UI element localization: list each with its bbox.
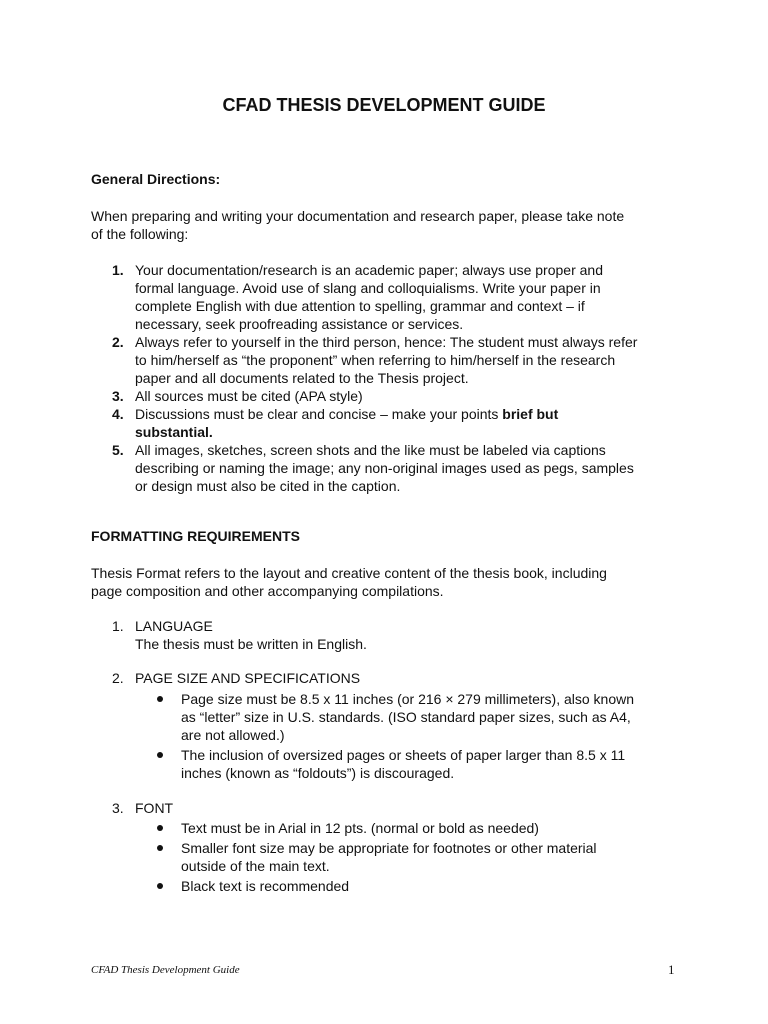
bullet-icon — [157, 752, 163, 758]
list-item — [91, 261, 691, 333]
list-item — [91, 387, 691, 405]
document-title: CFAD THESIS DEVELOPMENT GUIDE — [222, 95, 546, 115]
list-item — [91, 405, 691, 441]
section-title: LANGUAGE — [135, 618, 213, 634]
section-number: 3. — [112, 800, 124, 816]
section-language — [91, 617, 691, 653]
list-item-line: complete English with due attention to spelling, grammar and context – if — [135, 298, 585, 314]
list-item-bold-text: substantial. — [135, 424, 213, 440]
bullet-line: as “letter” size in U.S. standards. (ISO standard paper sizes, such as A4, — [181, 709, 631, 725]
bullet-item — [135, 839, 651, 875]
list-item — [91, 333, 691, 387]
bullet-item — [135, 746, 651, 782]
general-intro-line: When preparing and writing your documentation and research paper, please take note — [91, 208, 625, 224]
list-item-line — [135, 423, 680, 441]
bullet-line: outside of the main text. — [181, 858, 330, 874]
general-directions-heading: General Directions: — [91, 171, 221, 187]
bullet-item — [135, 690, 651, 744]
list-item-line: Your documentation/research is an academic paper; always use proper and — [135, 262, 603, 278]
general-intro-paragraph — [91, 207, 691, 243]
list-item-line: All sources must be cited (APA style) — [135, 388, 363, 404]
list-item-number: 5. — [112, 442, 124, 458]
list-item-line: describing or naming the image; any non-original images used as pegs, samples — [135, 460, 634, 476]
section-title: FONT — [135, 800, 174, 816]
footer-page-number: 1 — [668, 962, 675, 977]
bullet-icon — [157, 845, 163, 851]
list-item-line: Always refer to yourself in the third person, hence: The student must always refer — [135, 334, 638, 350]
bullet-line: Black text is recommended — [181, 878, 350, 894]
general-directions-list — [91, 261, 691, 495]
formatting-intro-line: Thesis Format refers to the layout and creative content of the thesis book, including — [91, 565, 607, 581]
footer-document-name: CFAD Thesis Development Guide — [91, 964, 240, 976]
list-item-line: All images, sketches, screen shots and the like must be labeled via captions — [135, 442, 606, 458]
bullet-item — [135, 877, 651, 895]
section-title: PAGE SIZE AND SPECIFICATIONS — [135, 670, 361, 686]
section-font — [91, 799, 691, 895]
list-item-line — [135, 405, 680, 423]
bullet-icon — [157, 883, 163, 889]
list-item-bold-text: brief but — [502, 406, 559, 422]
bullet-line: inches (known as “foldouts”) is discouraged. — [181, 765, 455, 781]
section-number: 1. — [112, 618, 124, 634]
list-item-number: 2. — [112, 334, 124, 350]
list-item-line: paper and all documents related to the Thesis project. — [135, 370, 469, 386]
bullet-list — [91, 819, 691, 895]
bullet-line: Smaller font size may be appropriate for footnotes or other material — [181, 840, 597, 856]
list-item-number: 4. — [112, 406, 124, 422]
general-intro-line: of the following: — [91, 226, 189, 242]
bullet-item — [135, 819, 651, 837]
bullet-line: are not allowed.) — [181, 727, 285, 743]
bullet-line: Text must be in Arial in 12 pts. (normal or bold as needed) — [181, 820, 539, 836]
formatting-requirements-heading: FORMATTING REQUIREMENTS — [91, 528, 300, 544]
list-item-line: formal language. Avoid use of slang and colloquialisms. Write your paper in — [135, 280, 601, 296]
list-item-line: to him/herself as “the proponent” when referring to him/herself in the research — [135, 352, 616, 368]
list-item-line: necessary, seek proofreading assistance or services. — [135, 316, 464, 332]
list-item-text: Discussions must be clear and concise – make your points — [135, 406, 503, 422]
formatting-intro-paragraph — [91, 564, 691, 600]
list-item — [91, 441, 691, 495]
list-item-number: 1. — [112, 262, 124, 278]
formatting-intro-line: page composition and other accompanying compilations. — [91, 583, 444, 599]
bullet-line: Page size must be 8.5 x 11 inches (or 216 × 279 millimeters), also known — [181, 691, 635, 707]
list-item-number: 3. — [112, 388, 124, 404]
bullet-line: The inclusion of oversized pages or sheets of paper larger than 8.5 x 11 — [181, 747, 626, 763]
section-number: 2. — [112, 670, 124, 686]
section-body: The thesis must be written in English. — [135, 636, 367, 652]
list-item-line: or design must also be cited in the caption. — [135, 478, 401, 494]
bullet-list — [91, 690, 691, 782]
bullet-icon — [157, 825, 163, 831]
bullet-icon — [157, 696, 163, 702]
section-page-size — [91, 669, 691, 782]
